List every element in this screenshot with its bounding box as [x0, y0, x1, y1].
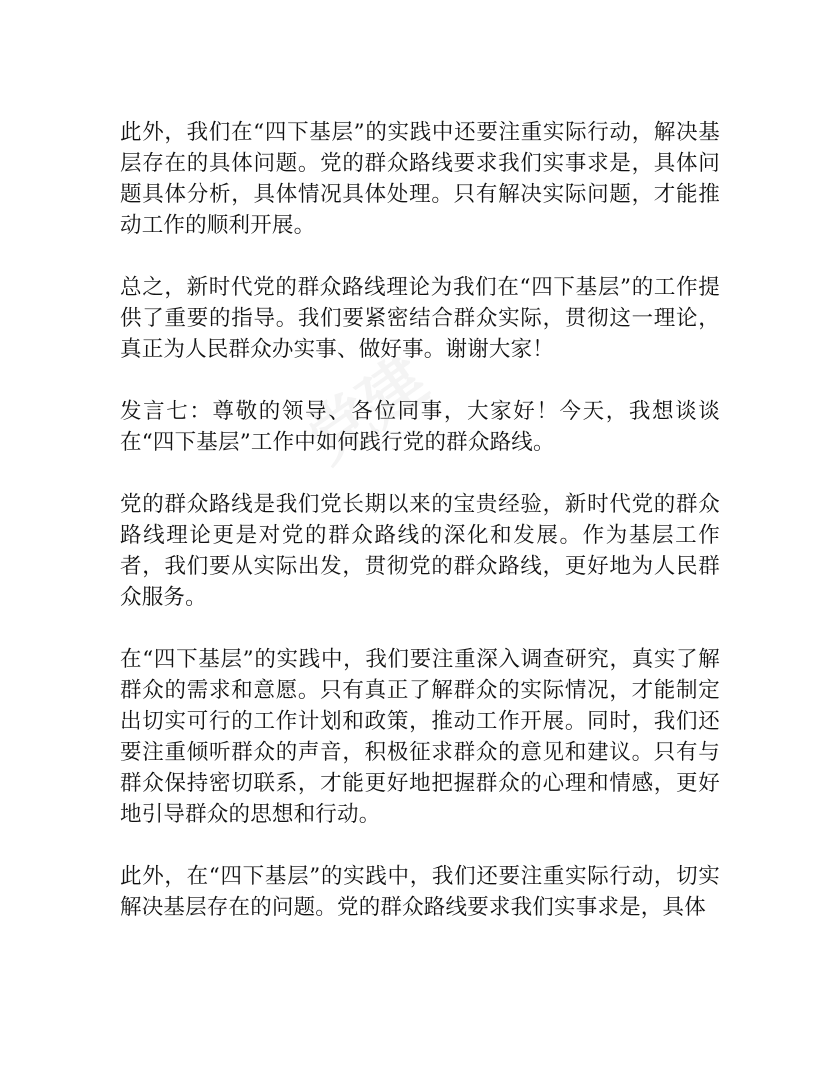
paragraph-3: 发言七：尊敬的领导、各位同事，大家好！今天，我想谈谈在“四下基层”工作中如何践行党的群众路线。 — [120, 399, 720, 455]
document-body — [120, 117, 720, 954]
paragraph-2: 总之，新时代党的群众路线理论为我们在“四下基层”的工作提供了重要的指导。我们要紧密结合群众实际，贯彻这一理论，真正为人民群众办实事、做好事。谢谢大家！ — [120, 275, 720, 362]
paragraph-1: 此外，我们在“四下基层”的实践中还要注重实际行动，解决基层存在的具体问题。党的群众路线要求我们实事求是，具体问题具体分析，具体情况具体处理。只有解决实际问题，才能推动工作的顺利开展。 — [120, 120, 720, 238]
paragraph-5: 在“四下基层”的实践中，我们要注重深入调查研究，真实了解群众的需求和意愿。只有真正了解群众的实际情况，才能制定出切实可行的工作计划和政策，推动工作开展。同时，我们还要注重倾听群众的声音，积极征求群众的意见和建议。只有与群众保持密切联系，才能更好地把握群众的心理和情感，更好地引导群众的思想和行动。 — [120, 647, 720, 827]
paragraph-6: 此外，在“四下基层”的实践中，我们还要注重实际行动，切实解决基层存在的问题。党的群众路线要求我们实事求是，具体 — [120, 864, 720, 920]
paragraph-4: 党的群众路线是我们党长期以来的宝贵经验，新时代党的群众路线理论更是对党的群众路线的深化和发展。作为基层工作者，我们要从实际出发，贯彻党的群众路线，更好地为人民群众服务。 — [120, 492, 720, 610]
